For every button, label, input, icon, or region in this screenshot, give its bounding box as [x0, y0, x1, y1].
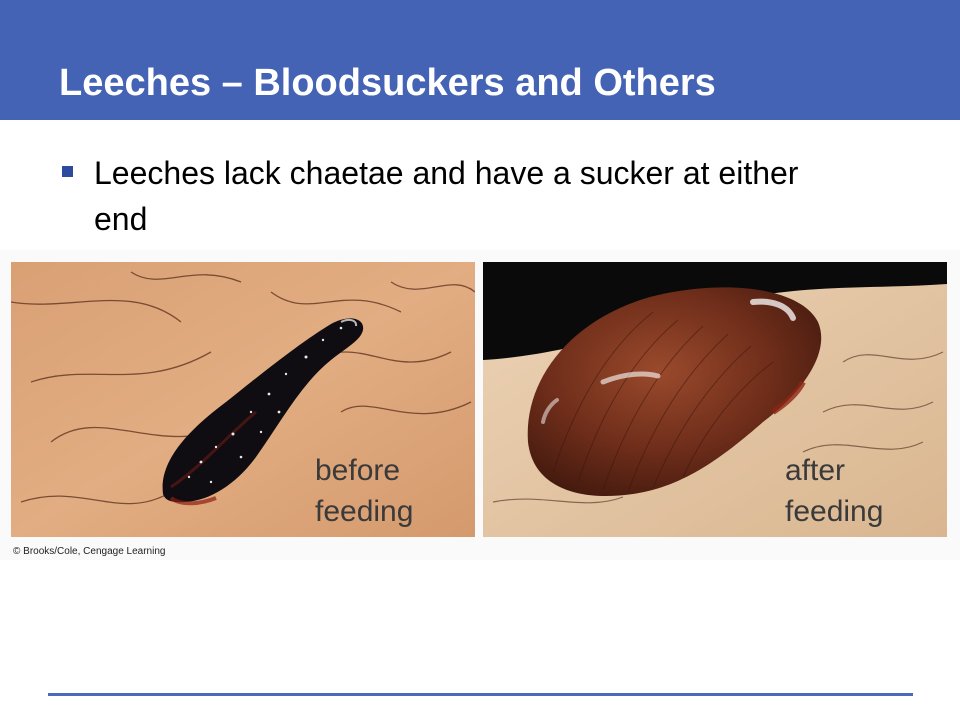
leech-before-feeding-photo: [11, 262, 475, 537]
slide-title: Leeches – Bloodsuckers and Others: [59, 62, 716, 104]
bullet-text: Leeches lack chaetae and have a sucker at either end: [94, 155, 799, 237]
title-bar: [0, 0, 960, 120]
after-label-line2: feeding: [785, 495, 884, 528]
bullet-square-icon: [62, 166, 73, 177]
footer-divider: [48, 693, 913, 696]
leech-after-feeding-photo: [483, 262, 947, 537]
after-label-line1: after: [785, 454, 846, 487]
before-feeding-label: [315, 450, 413, 532]
before-label-line2: feeding: [315, 495, 414, 528]
after-feeding-label: [785, 450, 883, 532]
image-credit: © Brooks/Cole, Cengage Learning: [13, 546, 166, 557]
before-label-line1: before: [315, 454, 401, 487]
